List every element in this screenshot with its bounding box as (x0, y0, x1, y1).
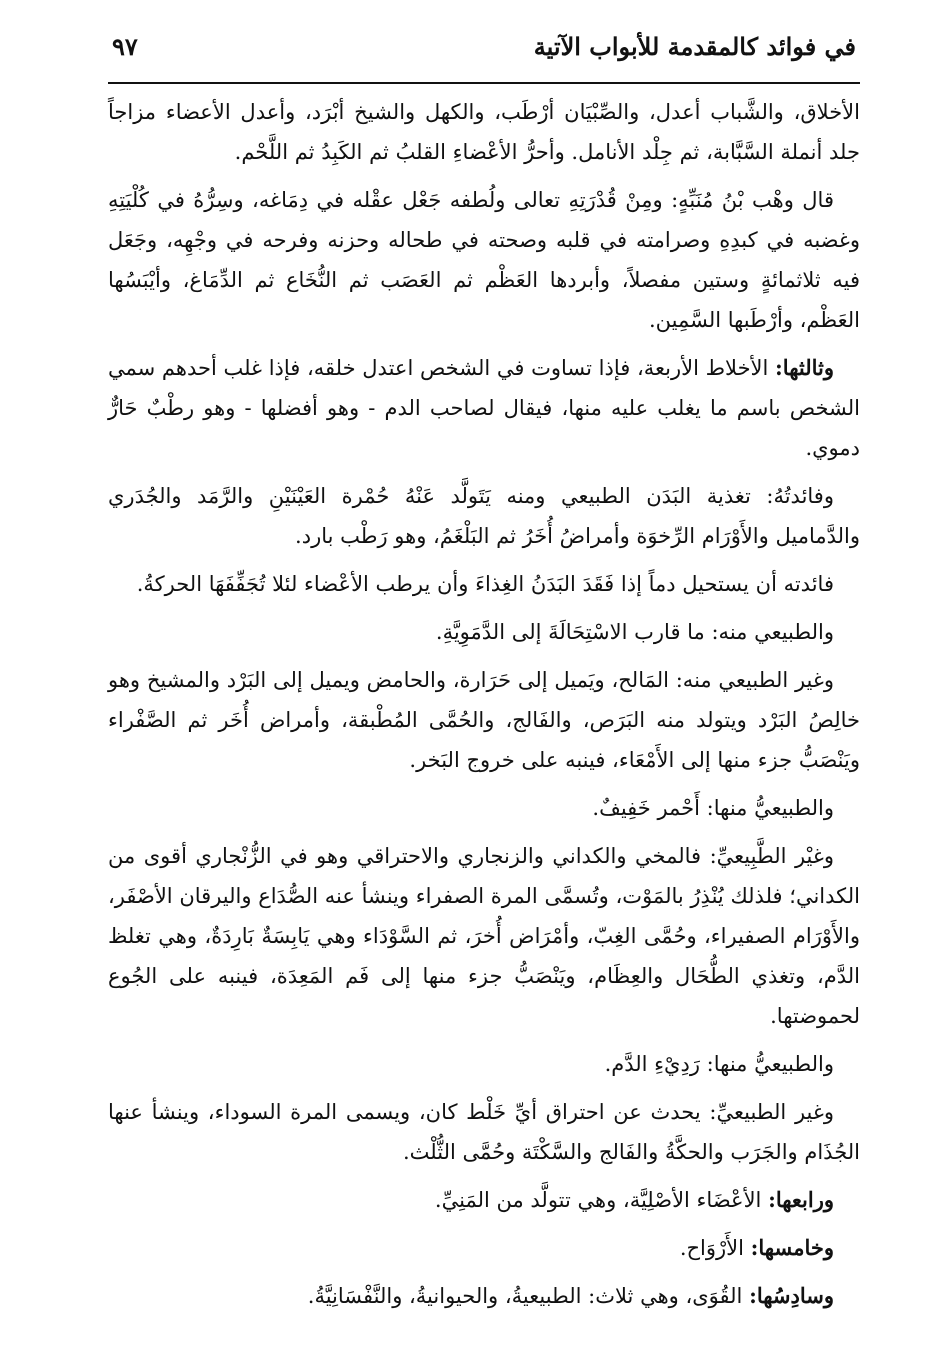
paragraph-lead: ورابعها: (768, 1187, 834, 1212)
paragraph (108, 180, 860, 340)
paragraph (108, 476, 860, 556)
page-header (108, 28, 856, 74)
paragraph (108, 1044, 860, 1084)
paragraph-lead: وسادِسُها: (749, 1283, 834, 1308)
page-body (108, 92, 860, 1324)
paragraph-text: وغير الطبيعي منه: المَالح، ويَميل إلى حَرَارة، والحامض ويميل إلى البَرْد والمشيخ وهو خالِصُ البَرْد ويتولد منه البَرَص، والفَالج، والحُمَّى المُطْبقة، وأمراض أُخَر ثم الصَّفْراء ويَنْصَبُّ جزء منها إلى الأَمْعَاء، فينبه على خروج البَخر. (108, 668, 860, 772)
paragraph (108, 348, 860, 468)
paragraph (108, 564, 860, 604)
paragraph-text: الأخلاق، والشَّباب أعدل، والصِّبْيَان أرْطَب، والكهل والشيخ أبْرَد، وأعدل الأعضاء مزاجاً جلد أنملة السَّبَّابة، ثم جِلْد الأنامل. وأحرُّ الأعْضاءِ القلبُ ثم الكَبِدُ ثم اللَّحْم. (108, 100, 860, 164)
paragraph (108, 660, 860, 780)
paragraph (108, 1092, 860, 1172)
header-rule (108, 82, 860, 84)
paragraph-text: الأخلاط الأربعة، فإذا تساوت في الشخص اعتدل خلقه، فإذا غلب أحدهم سمي الشخص باسم ما يغلب عليه منها، فيقال لصاحب الدم - وهو أفضلها - وهو رطْبٌ حَارٌّ دموي. (108, 356, 860, 460)
paragraph (108, 1180, 860, 1220)
paragraph (108, 836, 860, 1036)
paragraph-text: الأَرْوَاح. (679, 1236, 751, 1260)
paragraph-text: وفائدتُهُ: تغذية البَدَن الطبيعي ومنه يَتَولَّد عَنْهُ حُمْرة العَيْنَيْنِ والرَّمَد والجُدَري والدَّماميل والأَوْرَام الرِّخوَة وأمراضُ أُخَرُ ثم البَلْغَمُ، وهو رَطْب بارد. (108, 484, 860, 548)
paragraph-text: قال وهْب بْنُ مُنَبِّهٍ: ومِنْ قُدْرَتِهِ تعالى ولُطفه جَعْل عقْله في دِمَاغه، وسِرُّهُ في كُلْيَتِهِ وغضبه في كبدِهِ وصرامته في قلبه وصحته في طحاله وحزنه وفرحه في وجْهِه، وجَعَل فيه ثلاثمائةٍ وستين مفصلاً، وأبردها العَظْم ثم العَصَب ثم النُّخَاع ثم الدِّمَاغ، وأيْبَسُها العَظْم، وأرْطَبها السَّمِين. (108, 188, 860, 332)
paragraph (108, 92, 860, 172)
paragraph-text: القُوَى، وهي ثلاث: الطبيعيةُ، والحيوانيةُ، والنَّفْسَانِيَّةُ. (307, 1284, 750, 1308)
paragraph (108, 1228, 860, 1268)
paragraph (108, 788, 860, 828)
paragraph-text: والطبيعيُّ منها: رَدِيْءِ الدَّم. (604, 1052, 834, 1076)
paragraph-text: فائدته أن يستحيل دماً إذا فَقَدَ البَدَنُ الغِذاءَ وأن يرطب الأعْضاء لئلا تُجَفِّفَهَا الحركةُ. (136, 572, 834, 596)
paragraph-text: وغيْر الطَّبِيعيِّ: فالمخي والكداني والزنجاري والاحتراقي وهو في الزُّنْجاري أقوى من الكداني؛ فلذلك يُنْذِرُ بالمَوْت، وتُسمَّى المرة الصفراء وينشأ عنه الصُّدَاع واليرقان الأصْفَر، والأَوْرَام الصفيراء، وحُمَّى الغِبّ، وأمْرَاض أُخرَ، ثم السَّوْدَاء وهي يَابِسَةٌ بَارِدَةٌ، وهي تغلظ الدَّم، وتغذي الطُّحَال والعِظَام، ويَنْصَبُّ جزء منها إلى فَم المَعِدَة، فينبه على الجُوع لحموضتها. (108, 844, 860, 1028)
page-number: ٩٧ (112, 32, 138, 61)
paragraph-text: وغير الطبيعيِّ: يحدث عن احتراق أيِّ خَلْط كان، ويسمى المرة السوداء، وينشأ عنها الجُذَام والجَرَب والحكَّةُ والفَالج والسَّكْتَة وحُمَّى الثُّلْث. (108, 1100, 860, 1164)
paragraph-text: والطبيعي منه: ما قارب الاسْتِحَالَةَ إلى الدَّمَوِيَّةِ. (435, 620, 834, 644)
paragraph-lead: وثالثها: (775, 355, 834, 380)
paragraph (108, 1276, 860, 1316)
running-head: في فوائد كالمقدمة للأبواب الآتية (533, 32, 856, 61)
paragraph (108, 612, 860, 652)
paragraph-lead: وخامسها: (750, 1235, 834, 1260)
paragraph-text: الأعْضَاء الأصْلِيَّة، وهي تتولَّد من المَنِيِّ. (434, 1188, 769, 1212)
paragraph-text: والطبيعيُّ منها: أَحْمر خَفِيفٌ. (592, 796, 834, 820)
